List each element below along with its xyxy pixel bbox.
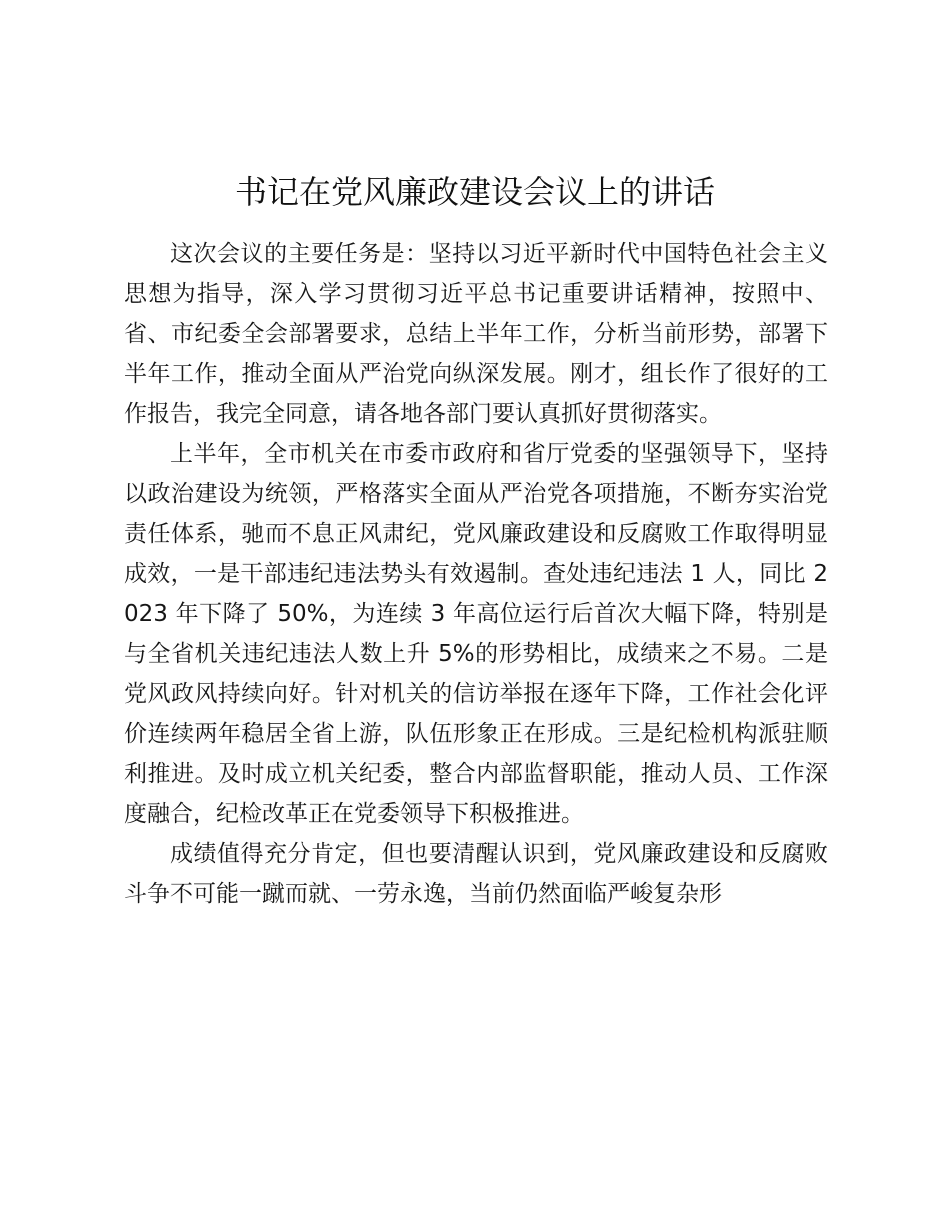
paragraph-3: 成绩值得充分肯定，但也要清醒认识到，党风廉政建设和反腐败斗争不可能一蹴而就、一劳永逸，当前仍然面临严峻复杂形 xyxy=(124,841,828,907)
document-title: 书记在党风廉政建设会议上的讲话 xyxy=(234,173,715,211)
document-body xyxy=(124,234,828,914)
paragraph-1: 这次会议的主要任务是：坚持以习近平新时代中国特色社会主义思想为指导，深入学习贯彻习近平总书记重要讲话精神，按照中、省、市纪委全会部署要求，总结上半年工作，分析当前形势，部署下半年工作，推动全面从严治党向纵深发展。刚才，组长作了很好的工作报告，我完全同意，请各地各部门要认真抓好贯彻落实。 xyxy=(124,241,828,427)
paragraph-2: 上半年，全市机关在市委市政府和省厅党委的坚强领导下，坚持以政治建设为统领，严格落实全面从严治党各项措施，不断夯实治党责任体系，驰而不息正风肃纪，党风廉政建设和反腐败工作取得明显成效，一是干部违纪违法势头有效遏制。查处违纪违法 1 人，同比 2023 年下降了 50%，为连续 3 年高位运行后首次大幅下降，特别是与全省机关违纪违法人数上升 5%的形势相比，成绩来之不易。二是党风政风持续向好。针对机关的信访举报在逐年下降，工作社会化评价连续两年稳居全省上游，队伍形象正在形成。三是纪检机构派驻顺利推进。及时成立机关纪委，整合内部监督职能，推动人员、工作深度融合，纪检改革正在党委领导下积极推进。 xyxy=(124,441,828,827)
